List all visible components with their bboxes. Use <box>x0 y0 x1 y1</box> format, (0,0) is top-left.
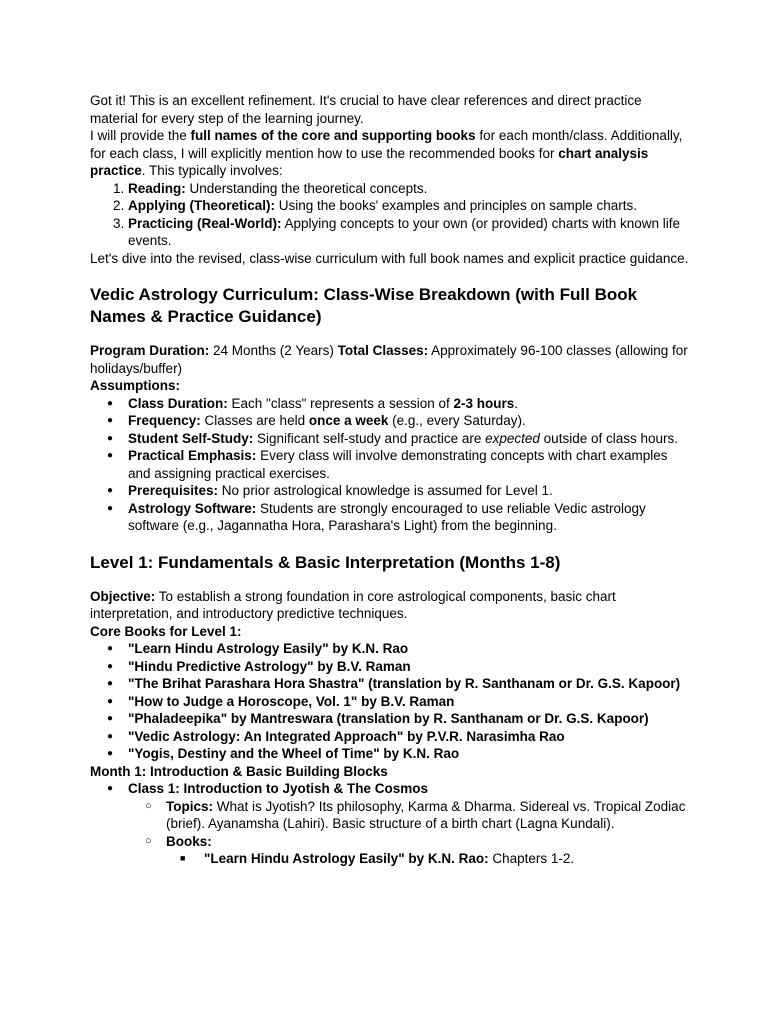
text: . This typically involves: <box>141 163 283 178</box>
label: Core Books for Level 1: <box>90 623 242 639</box>
level1-heading: Level 1: Fundamentals & Basic Interpretation (Months 1-8) <box>90 552 561 572</box>
list-item <box>166 798 690 833</box>
list-item <box>128 430 690 448</box>
bold-text: 2-3 hours <box>453 395 515 411</box>
list-item <box>128 447 690 482</box>
list-item <box>128 728 690 746</box>
list-item <box>128 412 690 430</box>
list-item <box>128 395 690 413</box>
list-item <box>128 482 690 500</box>
book-title: "The Brihat Parashara Hora Shastra" (translation by R. Santhanam or Dr. G.S. Kapoor) <box>128 676 681 691</box>
list-item <box>128 780 690 868</box>
objective <box>90 588 690 623</box>
core-books-list <box>90 640 690 763</box>
text: Students are strongly encouraged to use reliable Vedic astrology software (e.g., Jagannatha Hora, Parashara's Light) from the beginning. <box>128 500 646 533</box>
label: Student Self-Study: <box>128 430 254 446</box>
list-item <box>128 180 690 198</box>
list-item <box>128 215 690 250</box>
text: Every class will involve demonstrating concepts with chart examples and assigning practical exercises. <box>128 448 668 481</box>
class1-details <box>128 798 690 868</box>
step-label: Applying (Theoretical): <box>128 198 276 213</box>
italic-text: expected <box>485 430 540 446</box>
assumptions-list <box>90 395 690 535</box>
text: Classes are held <box>200 413 309 428</box>
text: outside of class hours. <box>539 430 678 446</box>
text: Each "class" represents a session of <box>227 395 454 411</box>
label: Assumptions: <box>90 378 181 393</box>
label: Books: <box>166 833 212 849</box>
list-item <box>128 710 690 728</box>
list-item <box>204 850 690 868</box>
text: . <box>514 395 519 411</box>
book-title: "How to Judge a Horoscope, Vol. 1" by B.V. Raman <box>128 693 455 709</box>
month1-heading <box>90 763 690 781</box>
intro-paragraph: Got it! This is an excellent refinement. It's crucial to have clear references and direct practice material for every step of the learning journey. <box>90 93 642 126</box>
text: I will provide the <box>90 128 191 143</box>
step-label: Reading: <box>128 180 186 196</box>
bold-text: once a week <box>308 413 389 428</box>
label: Program Duration: <box>90 343 210 358</box>
intro-paragraph-2 <box>90 127 690 180</box>
value: 24 Months (2 Years) <box>209 343 338 358</box>
label: Objective: <box>90 588 156 604</box>
label: Prerequisites: <box>128 483 219 498</box>
list-item <box>128 640 690 658</box>
steps-list <box>90 180 690 250</box>
label: Topics: <box>166 798 213 814</box>
book-title: "Phaladeepika" by Mantreswara (translation by R. Santhanam or Dr. G.S. Kapoor) <box>128 711 649 726</box>
text: Chapters 1-2. <box>488 851 575 866</box>
label: Frequency: <box>128 413 201 428</box>
text: Significant self-study and practice are <box>253 430 486 446</box>
core-books-label <box>90 623 690 641</box>
step-label: Practicing (Real-World): <box>128 215 282 231</box>
intro-paragraph-3: Let's dive into the revised, class-wise curriculum with full book names and explicit practice guidance. <box>90 250 689 266</box>
assumptions-label <box>90 377 690 395</box>
class-title: Class 1: Introduction to Jyotish & The Cosmos <box>128 781 429 796</box>
text: for each month/class. Additionally, for each class, I will explicitly mention how to use the recommended books for <box>90 128 683 161</box>
list-item <box>166 833 690 868</box>
document-page <box>90 92 690 868</box>
text: To establish a strong foundation in core astrological components, basic chart interpretation, and introductory predictive techniques. <box>90 588 616 621</box>
list-item <box>128 675 690 693</box>
step-text: Applying concepts to your own (or provided) charts with known life events. <box>128 215 680 248</box>
book-title: "Vedic Astrology: An Integrated Approach" by P.V.R. Narasimha Rao <box>128 728 565 744</box>
book-title: "Yogis, Destiny and the Wheel of Time" by K.N. Rao <box>128 746 460 761</box>
step-text: Using the books' examples and principles on sample charts. <box>275 198 638 213</box>
list-item <box>128 197 690 215</box>
month1-list <box>90 780 690 868</box>
list-item <box>128 745 690 763</box>
value: Approximately 96-100 classes (allowing for holidays/buffer) <box>90 343 688 376</box>
list-item <box>128 658 690 676</box>
book-title: "Hindu Predictive Astrology" by B.V. Raman <box>128 658 411 674</box>
text: (e.g., every Saturday). <box>388 413 526 428</box>
label: Astrology Software: <box>128 500 257 516</box>
label: Class Duration: <box>128 395 228 411</box>
list-item <box>128 693 690 711</box>
book-title: "Learn Hindu Astrology Easily" by K.N. Rao <box>128 641 409 656</box>
program-info <box>90 342 690 377</box>
label: Practical Emphasis: <box>128 448 257 463</box>
curriculum-heading: Vedic Astrology Curriculum: Class-Wise Breakdown (with Full Book Names & Practice Guidance) <box>90 285 638 326</box>
bold-text: chart analysis practice <box>90 145 649 178</box>
list-item <box>128 500 690 535</box>
text: What is Jyotish? Its philosophy, Karma & Dharma. Sidereal vs. Tropical Zodiac (brief). Ayanamsha (Lahiri). Basic structure of a birth chart (Lagna Kundali). <box>166 798 686 831</box>
label: Total Classes: <box>337 343 429 358</box>
label: Month 1: Introduction & Basic Building Blocks <box>90 763 388 779</box>
bold-text: full names of the core and supporting books <box>190 128 476 143</box>
text: No prior astrological knowledge is assumed for Level 1. <box>218 483 553 498</box>
step-text: Understanding the theoretical concepts. <box>185 180 428 196</box>
class1-books <box>166 850 690 868</box>
book-title: "Learn Hindu Astrology Easily" by K.N. Rao: <box>204 851 489 866</box>
